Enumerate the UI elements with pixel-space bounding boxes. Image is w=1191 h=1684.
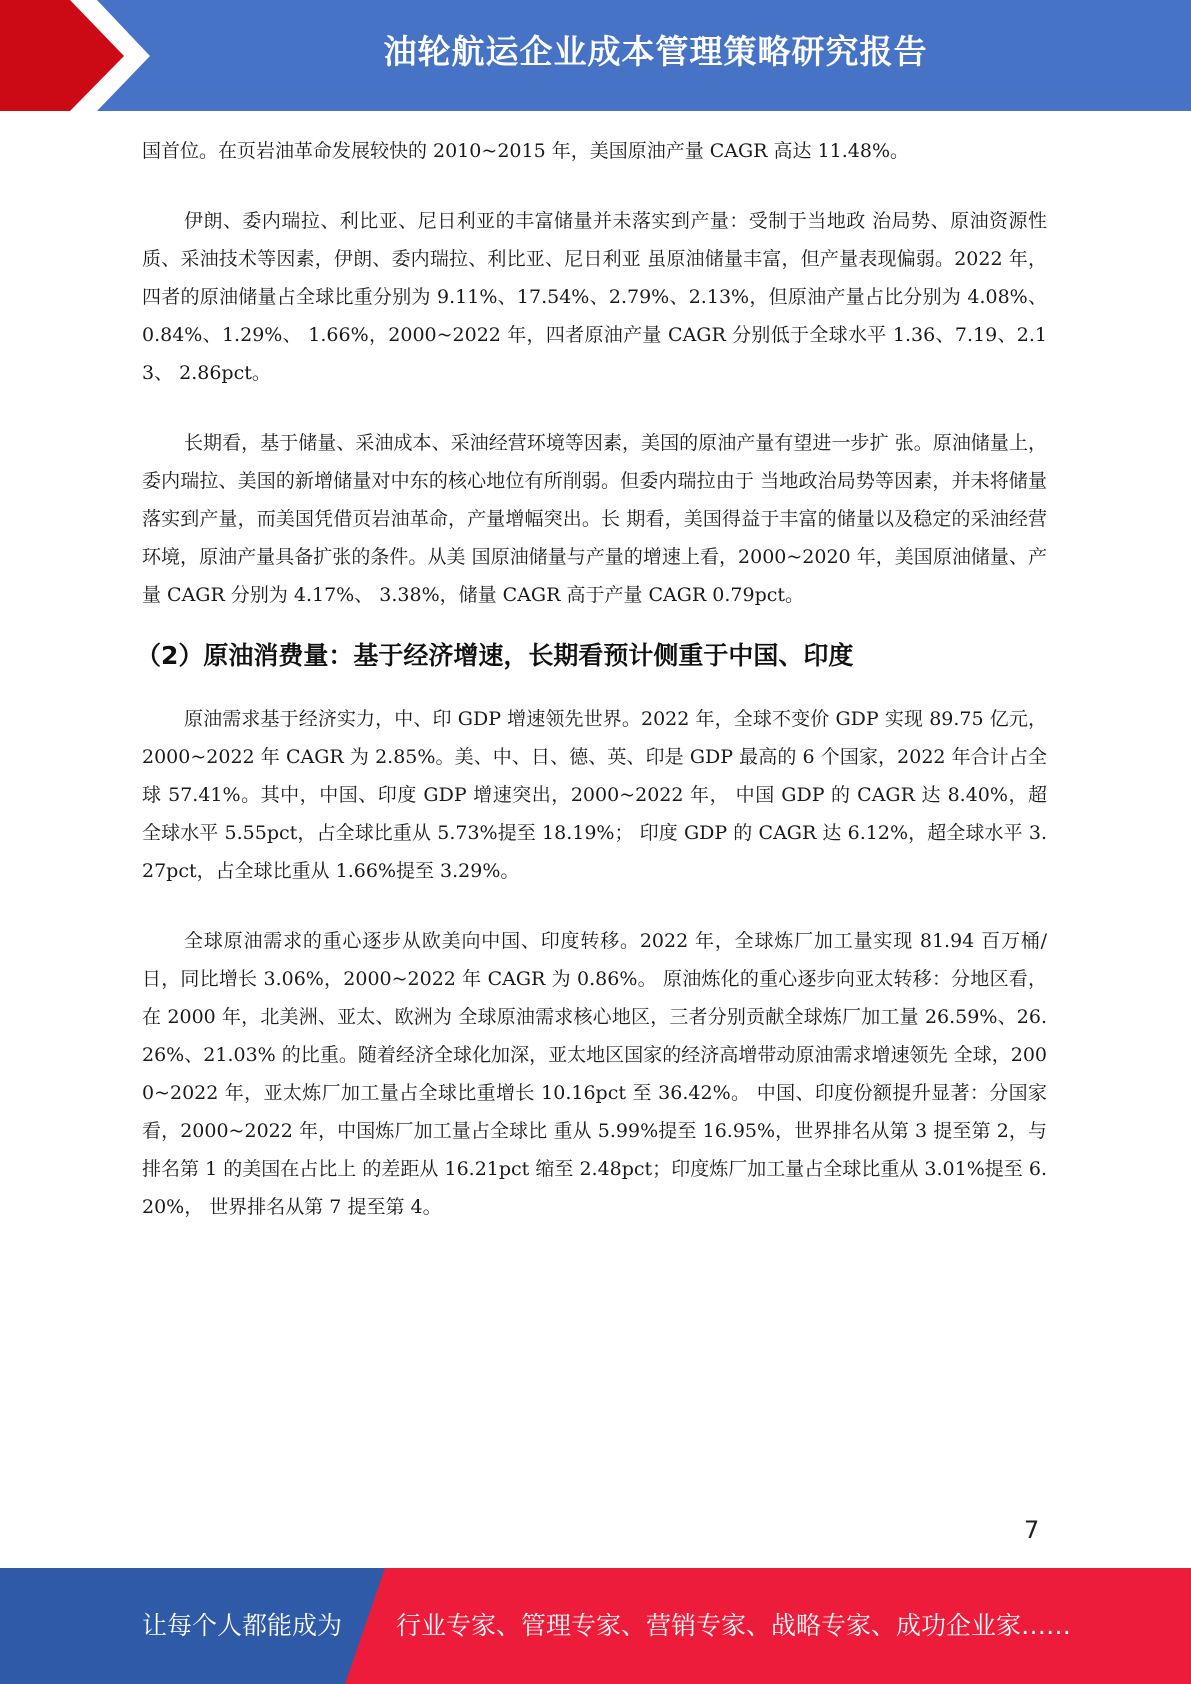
paragraph-gdp-growth: 原油需求基于经济实力，中、印 GDP 增速领先世界。2022 年，全球不变价 GDP 实现 89.75 亿元，2000~2022 年 CAGR 为 2.85%。美、中、日、德、英、印是 GDP 最高的 6 个国家，2022 年合计占全球 57.41%。其中，中国、印度 GDP 增速突出，2000~2022 年， 中国 GDP 的 CAGR 达 8.40%，超全球水平 5.55pct，占全球比重从 5.73%提至 18.19%； 印度 GDP 的 CAGR 达 6.12%，超全球水平 3.27pct，占全球比重从 1.66%提至 3.29%。 — [142, 708, 1047, 882]
paragraph-refinery-demand: 全球原油需求的重心逐步从欧美向中国、印度转移。2022 年，全球炼厂加工量实现 81.94 百万桶/日，同比增长 3.06%，2000~2022 年 CAGR 为 0.86%。 原油炼化的重心逐步向亚太转移：分地区看，在 2000 年，北美洲、亚太、欧洲为 全球原油需求核心地区，三者分别贡献全球炼厂加工量 26.59%、26.26%、21.03% 的比重。随着经济全球化加深，亚太地区国家的经济高增带动原油需求增速领先 全球，2000~2022 年，亚太炼厂加工量占全球比重增长 10.16pct 至 36.42%。 中国、印度份额提升显著：分国家看，2000~2022 年，中国炼厂加工量占全球比 重从 5.99%提至 16.95%，世界排名从第 3 提至第 2，与排名第 1 的美国在占比上 的差距从 16.21pct 缩至 2.48pct；印度炼厂加工量占全球比重从 3.01%提至 6.20%， 世界排名从第 7 提至第 4。 — [142, 930, 1047, 1218]
footer-banner — [0, 1568, 1191, 1684]
page-number: 7 — [1024, 1516, 1040, 1544]
document-body — [136, 132, 1047, 1226]
paragraph-continuation: 国首位。在页岩油革命发展较快的 2010~2015 年，美国原油产量 CAGR 高达 11.48%。 — [142, 140, 910, 162]
paragraph-us-outlook: 长期看，基于储量、采油成本、采油经营环境等因素，美国的原油产量有望进一步扩 张。原油储量上，委内瑞拉、美国的新增储量对中东的核心地位有所削弱。但委内瑞拉由于 当地政治局势等因素，并未将储量落实到产量，而美国凭借页岩油革命，产量增幅突出。长 期看，美国得益于丰富的储量以及稳定的采油经营环境，原油产量具备扩张的条件。从美 国原油储量与产量的增速上看，2000~2020 年，美国原油储量、产量 CAGR 分别为 4.17%、 3.38%，储量 CAGR 高于产量 CAGR 0.79pct。 — [142, 432, 1047, 606]
header-banner — [0, 0, 1191, 111]
footer-slogan-right: 行业专家、管理专家、营销专家、战略专家、成功企业家…… — [396, 1611, 1072, 1640]
section-heading: （2）原油消费量：基于经济增速，长期看预计侧重于中国、印度 — [136, 641, 854, 670]
paragraph-reserves-vs-production: 伊朗、委内瑞拉、利比亚、尼日利亚的丰富储量并未落实到产量：受制于当地政 治局势、原油资源性质、采油技术等因素，伊朗、委内瑞拉、利比亚、尼日利亚 虽原油储量丰富，但产量表现偏弱。2022 年，四者的原油储量占全球比重分别为 9.11%、17.54%、2.79%、2.13%，但原油产量占比分别为 4.08%、0.84%、1.29%、 1.66%，2000~2022 年，四者原油产量 CAGR 分别低于全球水平 1.36、7.19、2.13、 2.86pct。 — [142, 210, 1047, 384]
report-title: 油轮航运企业成本管理策略研究报告 — [383, 32, 928, 71]
footer-slogan-left: 让每个人都能成为 — [142, 1611, 343, 1640]
